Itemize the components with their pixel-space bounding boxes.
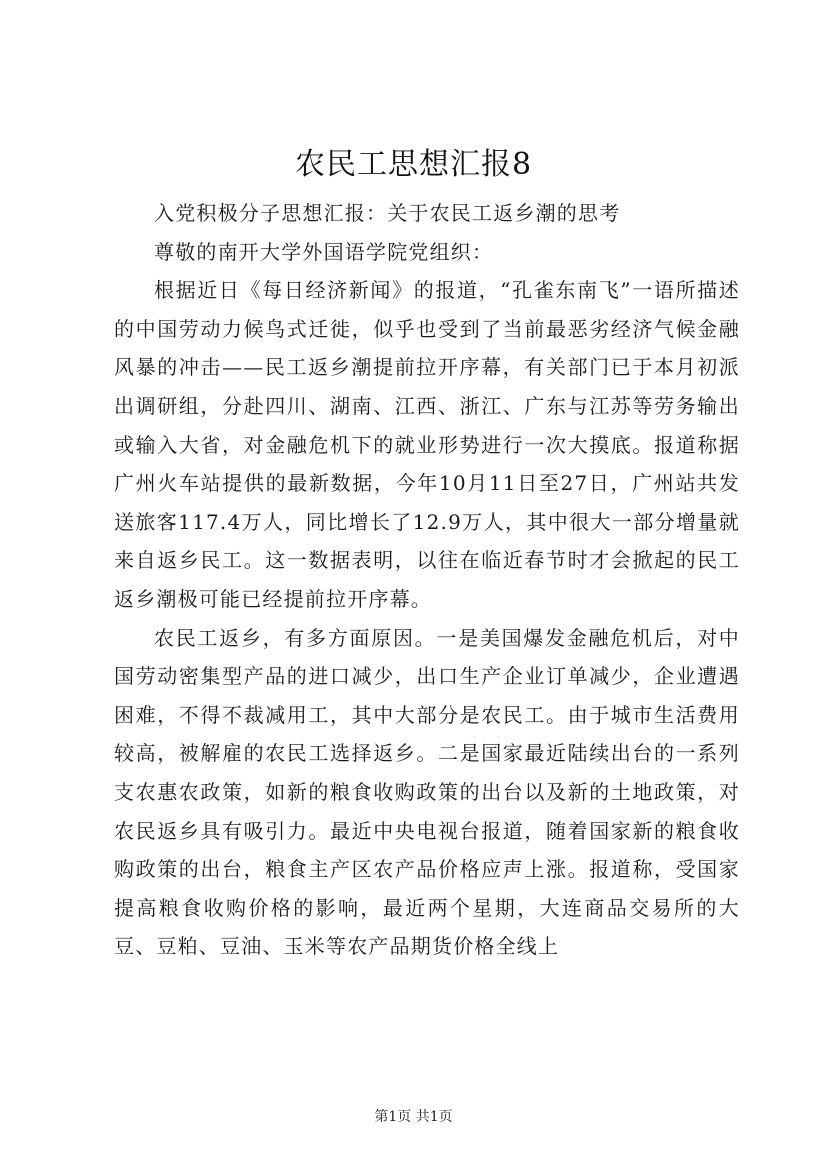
document-title: 农民工思想汇报8: [294, 147, 533, 182]
page-footer: 第1页 共1页: [374, 1109, 453, 1125]
body-paragraph: 根据近日《每日经济新闻》的报道，“孔雀东南飞”一语所描述的中国劳动力候鸟式迁徙，似乎也受到了当前最恶劣经济气候金融风暴的冲击——民工返乡潮提前拉开序幕，有关部门已于本月初派出调研组，分赴四川、湖南、江西、浙江、广东与江苏等劳务输出或输入大省，对金融危机下的就业形势进行一次大摸底。报道称据广州火车站提供的最新数据，今年10月11日至27日，广州站共发送旅客117.4万人，同比增长了12.9万人，其中很大一部分增量就来自返乡民工。这一数据表明，以往在临近春节时才会掀起的民工返乡潮极可能已经提前拉开序幕。: [114, 278, 740, 611]
salutation-paragraph: 尊敬的南开大学外国语学院党组织：: [154, 239, 494, 264]
document-body: [114, 194, 740, 966]
body-paragraph: 农民工返乡，有多方面原因。一是美国爆发金融危机后，对中国劳动密集型产品的进口减少，出口生产企业订单减少，企业遭遇困难，不得不裁减用工，其中大部分是农民工。由于城市生活费用较高，被解雇的农民工选择返乡。二是国家最近陆续出台的一系列支农惠农政策，如新的粮食收购政策的出台以及新的土地政策，对农民返乡具有吸引力。最近中央电视台报道，随着国家新的粮食收购政策的出台，粮食主产区农产品价格应声上涨。报道称，受国家提高粮食收购价格的影响，最近两个星期，大连商品交易所的大豆、豆粕、豆油、玉米等农产品期货价格全线上: [114, 625, 740, 959]
subtitle-paragraph: 入党积极分子思想汇报：关于农民工返乡潮的思考: [154, 201, 621, 225]
